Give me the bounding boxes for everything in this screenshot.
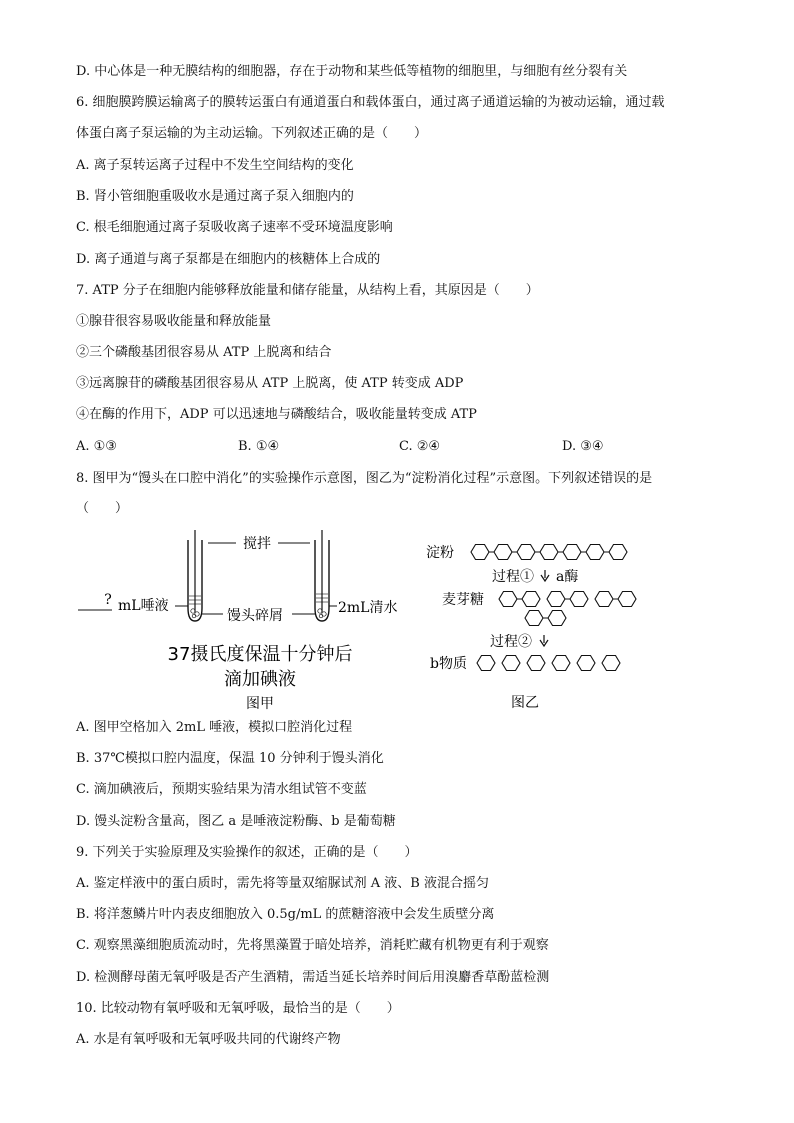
line-q8-stem-1: 8. 图甲为“馒头在口腔中消化”的实验操作示意图，图乙为“淀粉消化过程”示意图。下列叙述错误的是: [76, 471, 653, 486]
label-stir: 搅拌: [243, 536, 271, 552]
line-q9-option-b: B. 将洋葱鳞片叶内表皮细胞放入 0.5g/mL 的蔗糖溶液中会发生质壁分离: [76, 907, 495, 922]
line-q10-stem: 10. 比较动物有氧呼吸和无氧呼吸，最恰当的是（ ）: [76, 1001, 400, 1016]
line-q8-stem-2: （ ）: [76, 501, 129, 516]
line-q5-option-d: D. 中心体是一种无膜结构的细胞器，存在于动物和某些低等植物的细胞里，与细胞有丝分裂有关: [76, 64, 628, 79]
label-process-2: 过程②: [490, 634, 532, 650]
q7-option-b: B. ①④: [238, 439, 280, 454]
line-q6-stem-1: 6. 细胞膜跨膜运输离子的膜转运蛋白有通道蛋白和载体蛋白，通过离子通道运输的为被动运输，通过载: [76, 95, 665, 110]
label-bread-crumbs: 馒头碎屑: [227, 608, 283, 624]
label-enzyme-a: a酶: [556, 569, 579, 585]
figure-yi-title: 图乙: [511, 695, 539, 711]
line-q6-option-b: B. 肾小管细胞重吸收水是通过离子泵入细胞内的: [76, 189, 354, 204]
line-q7-item-2: ②三个磷酸基团很容易从 ATP 上脱离和结合: [76, 345, 332, 360]
q7-option-c: C. ②④: [399, 439, 441, 454]
line-q6-option-a: A. 离子泵转运离子过程中不发生空间结构的变化: [76, 158, 354, 173]
q7-option-a: A. ①③: [76, 439, 117, 454]
line-q8-option-c: C. 滴加碘液后，预期实验结果为清水组试管不变蓝: [76, 782, 367, 797]
line-q7-item-1: ①腺苷很容易吸收能量和释放能量: [76, 314, 272, 329]
line-q8-option-d: D. 馒头淀粉含量高，图乙 a 是唾液淀粉酶、b 是葡萄糖: [76, 814, 396, 829]
arrow-down-icon: [541, 570, 549, 581]
arrow-down-icon: [540, 635, 548, 646]
line-q7-item-3: ③远离腺苷的磷酸基团很容易从 ATP 上脱离，使 ATP 转变成 ADP: [76, 376, 464, 391]
line-q6-option-c: C. 根毛细胞通过离子泵吸收离子速率不受环境温度影响: [76, 220, 393, 235]
line-q8-option-b: B. 37℃模拟口腔内温度，保温 10 分钟利于馒头消化: [76, 751, 384, 766]
line-q6-option-d: D. 离子通道与离子泵都是在细胞内的核糖体上合成的: [76, 252, 381, 267]
line-q6-stem-2: 体蛋白离子泵运输的为主动运输。下列叙述正确的是（ ）: [76, 126, 428, 141]
line-q9-option-d: D. 检测酵母菌无氧呼吸是否产生酒精，需适当延长培养时间后用溴麝香草酚蓝检测: [76, 970, 550, 985]
maltose-units: [499, 592, 636, 626]
line-q7-stem: 7. ATP 分子在细胞内能够释放能量和储存能量，从结构上看，其原因是（ ）: [76, 283, 539, 298]
figure-jia-title: 图甲: [246, 696, 274, 712]
figure-yi: [420, 534, 640, 714]
test-tube-water: [315, 530, 329, 621]
label-water: 2mL清水: [338, 600, 398, 616]
substance-b-units: [477, 656, 620, 671]
test-tube-saliva: [188, 530, 202, 621]
caption-incubate: 37摄氏度保温十分钟后: [167, 644, 353, 665]
caption-iodine: 滴加碘液: [224, 669, 296, 690]
label-process-1: 过程①: [492, 569, 534, 585]
figure-jia: [70, 528, 420, 718]
q7-option-d: D. ③④: [562, 439, 604, 454]
label-starch: 淀粉: [426, 545, 454, 561]
label-saliva: mL唾液: [118, 598, 169, 614]
label-blank-mark: ?: [104, 592, 112, 608]
line-q9-stem: 9. 下列关于实验原理及实验操作的叙述，正确的是（ ）: [76, 845, 418, 860]
starch-chain: [471, 545, 627, 560]
line-q9-option-a: A. 鉴定样液中的蛋白质时，需先将等量双缩脲试剂 A 液、B 液混合摇匀: [76, 876, 489, 891]
line-q7-item-4: ④在酶的作用下，ADP 可以迅速地与磷酸结合，吸收能量转变成 ATP: [76, 407, 477, 422]
line-q10-option-a: A. 水是有氧呼吸和无氧呼吸共同的代谢终产物: [76, 1032, 341, 1047]
line-q9-option-c: C. 观察黑藻细胞质流动时，先将黑藻置于暗处培养，消耗贮藏有机物更有利于观察: [76, 938, 549, 953]
label-substance-b: b物质: [430, 656, 467, 672]
line-q8-option-a: A. 图甲空格加入 2mL 唾液，模拟口腔消化过程: [76, 720, 353, 735]
label-maltose: 麦芽糖: [442, 592, 484, 608]
